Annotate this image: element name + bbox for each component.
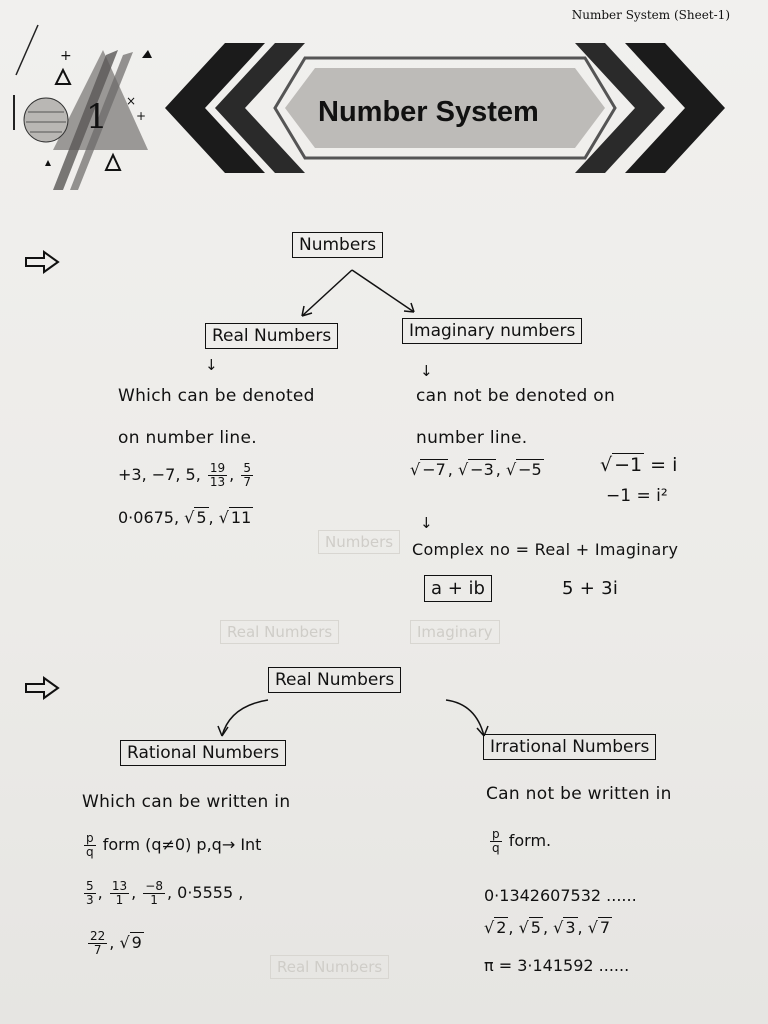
down-arrow-icon: ↓	[205, 356, 218, 374]
irrational-pi: π = 3·141592 ......	[484, 956, 630, 975]
ghost-text: Real Numbers	[220, 620, 339, 644]
complex-form-box: a + ib	[424, 575, 492, 602]
rational-examples: $\frac{5}{3}$ , $\frac{13}{1}$ , $\frac{-8}{1}$ , 0·5555 ,	[86, 879, 244, 907]
imag-desc-1: can not be denoted on	[416, 386, 616, 406]
svg-text:×: ×	[126, 94, 137, 108]
banner-title: Number System	[318, 96, 539, 128]
irrational-numbers-box: Irrational Numbers	[483, 734, 656, 760]
tree-arrows	[290, 266, 430, 322]
svg-text:+: +	[60, 48, 72, 64]
rational-numbers-box: Rational Numbers	[120, 740, 286, 766]
tree-arrows-2	[200, 692, 500, 742]
irrational-roots: √ 2 , √ 5 , √ 3 , √ 7	[484, 918, 611, 937]
rational-desc: Which can be written in	[82, 792, 291, 812]
rational-examples-2: $\frac{22}{7}$ , √ 9	[90, 929, 142, 957]
down-arrow-icon: ↓	[420, 514, 433, 532]
chapter-number: 1	[86, 97, 108, 137]
irrational-decimal: 0·1342607532 ......	[484, 886, 637, 905]
real-desc-1: Which can be denoted	[118, 386, 315, 406]
right-arrow-icon	[24, 250, 60, 274]
imag-examples: √ −7 , √ −3 , √ −5	[410, 460, 542, 479]
sheet-label: Number System (Sheet-1)	[571, 8, 730, 22]
svg-text:+: +	[136, 109, 147, 123]
real-examples: +3, −7, 5, $\frac{19}{13}$ , $\frac{5}{7}$	[118, 461, 251, 489]
rational-form: $\frac{p}{q}$ form (q≠0) p,q→ Int	[86, 831, 262, 859]
irrational-desc: Can not be written in	[486, 784, 672, 804]
down-arrow-icon: ↓	[420, 362, 433, 380]
numbers-box: Numbers	[292, 232, 383, 258]
ghost-text: Imaginary	[410, 620, 500, 644]
irrational-form: $\frac{p}{q}$ form.	[492, 827, 552, 855]
real-examples-2: 0·0675, √ 5 , √ 11	[118, 508, 252, 527]
right-arrow-icon	[24, 676, 60, 700]
imag-definition: √ −1 = i	[600, 454, 678, 476]
imaginary-numbers-box: Imaginary numbers	[402, 318, 582, 344]
real-numbers-root-box: Real Numbers	[268, 667, 401, 693]
real-numbers-box: Real Numbers	[205, 323, 338, 349]
ghost-text: Numbers	[318, 530, 400, 554]
ghost-text: Real Numbers	[270, 955, 389, 979]
imag-definition-2: −1 = i²	[606, 486, 668, 506]
complex-definition: Complex no = Real + Imaginary	[412, 540, 679, 559]
chapter-emblem	[8, 20, 158, 205]
complex-example: 5 + 3i	[562, 578, 619, 599]
imag-desc-2: number line.	[416, 428, 528, 448]
real-desc-2: on number line.	[118, 428, 257, 448]
